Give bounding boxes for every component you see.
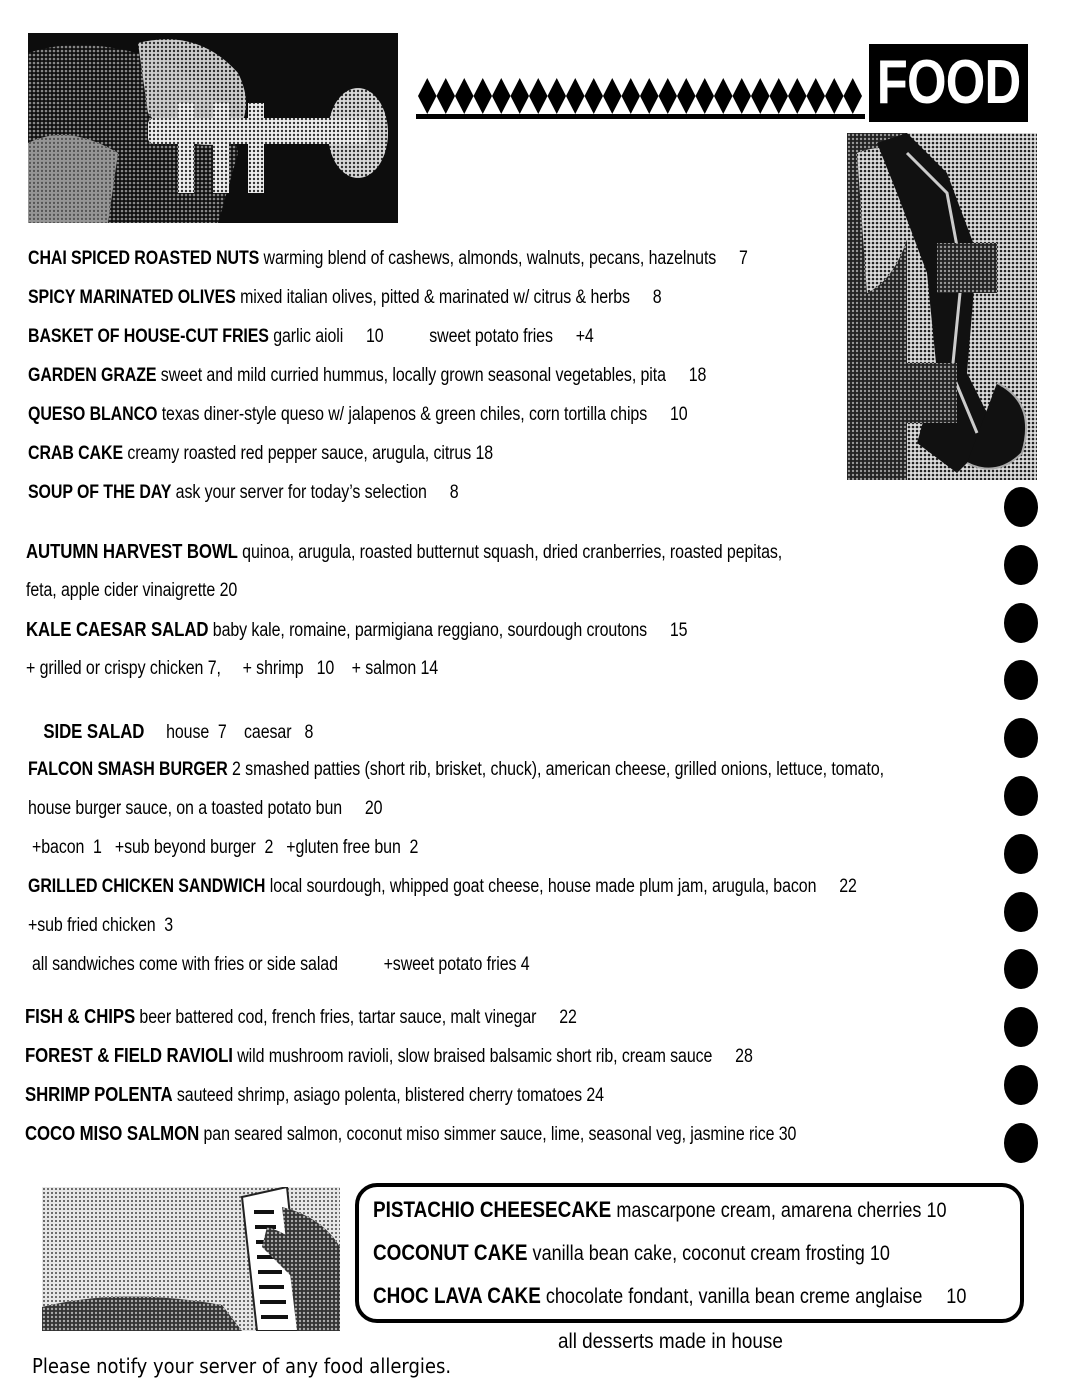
item-name: KALE CAESAR SALAD (26, 619, 209, 641)
item-price: 18 (688, 365, 707, 386)
item-name: CHOC LAVA CAKE (373, 1283, 541, 1308)
item-price: 7 (739, 248, 748, 269)
item-name: GARDEN GRAZE (28, 365, 157, 386)
item-price: 30 (778, 1124, 797, 1145)
item-name: AUTUMN HARVEST BOWL (26, 541, 238, 563)
item-name: CHAI SPICED ROASTED NUTS (28, 248, 260, 269)
dot-shape (1004, 1007, 1038, 1047)
item-extra: sweet potato fries (429, 326, 553, 347)
menu-item (373, 1283, 966, 1310)
item-description: creamy roasted red pepper sauce, arugula, citrus (127, 443, 472, 464)
item-description: texas diner-style queso w/ jalapenos & green chiles, corn tortilla chips (161, 404, 648, 425)
note-extra: +sweet potato fries 4 (383, 954, 530, 975)
item-price: 8 (652, 287, 662, 308)
item-name: SIDE SALAD (43, 721, 145, 743)
item-name: FISH & CHIPS (25, 1006, 136, 1028)
menu-item (28, 403, 688, 427)
item-price: 15 (669, 620, 688, 641)
item-price: 10 (869, 1242, 890, 1265)
item-description: 2 smashed patties (short rib, brisket, chuck), american cheese, grilled onions, lettuce, tomato, (232, 759, 884, 780)
item-price: 10 (926, 1199, 947, 1222)
sandwich-note (32, 953, 530, 977)
dot-shape (1004, 487, 1038, 527)
item-description: vanilla bean cake, coconut cream frosting (532, 1242, 865, 1265)
dot-shape (1004, 603, 1038, 643)
item-price: 8 (449, 482, 459, 503)
dot-shape (1004, 718, 1038, 758)
item-description: local sourdough, whipped goat cheese, house made plum jam, arugula, bacon (269, 876, 817, 897)
page-title: FOOD (876, 48, 1021, 117)
item-description: ask your server for today’s selection (175, 482, 427, 503)
dot-shape (1004, 834, 1038, 874)
item-addons: + grilled or crispy chicken 7, + shrimp 10 + salmon 14 (26, 658, 439, 679)
item-extra-price: +4 (575, 326, 594, 347)
piano-player-photo (42, 1187, 340, 1331)
item-name: COCO MISO SALMON (25, 1123, 200, 1145)
menu-item (373, 1240, 890, 1267)
item-description: beer battered cod, french fries, tartar sauce, malt vinegar (139, 1007, 537, 1028)
note-text: all sandwiches come with fries or side salad (32, 954, 338, 975)
item-name: QUESO BLANCO (28, 404, 158, 425)
item-name: FALCON SMASH BURGER (28, 759, 228, 780)
menu-item (28, 481, 458, 505)
menu-item (28, 364, 706, 388)
menu-item (26, 618, 687, 643)
item-price: 10 (669, 404, 688, 425)
item-name: BASKET OF HOUSE-CUT FRIES (28, 326, 269, 347)
dot-shape (1004, 660, 1038, 700)
desserts-note: all desserts made in house (558, 1330, 783, 1353)
item-price: 22 (559, 1007, 577, 1028)
menu-item (28, 758, 884, 782)
menu-item (28, 325, 594, 349)
menu-item (28, 875, 857, 899)
item-name: GRILLED CHICKEN SANDWICH (28, 876, 266, 897)
item-name: SOUP OF THE DAY (28, 482, 172, 503)
item-name: PISTACHIO CHEESECAKE (373, 1197, 612, 1222)
saxophone-player-photo (847, 133, 1037, 480)
dot-shape (1004, 545, 1038, 585)
item-price: 18 (475, 443, 494, 464)
menu-item (28, 286, 662, 310)
item-description: pan seared salmon, coconut miso simmer sauce, lime, seasonal veg, jasmine rice (203, 1124, 775, 1145)
item-description: wild mushroom ravioli, slow braised balsamic short rib, cream sauce (237, 1046, 713, 1067)
decorative-dots (1004, 487, 1040, 1162)
item-name: COCONUT CAKE (373, 1240, 528, 1265)
dot-shape (1004, 892, 1038, 932)
item-price: 10 (366, 326, 384, 347)
item-price: 22 (839, 876, 857, 897)
item-name: SPICY MARINATED OLIVES (28, 287, 236, 308)
menu-item (25, 1044, 753, 1069)
menu-item (25, 1122, 796, 1147)
menu-item (26, 540, 782, 565)
item-name: CRAB CAKE (28, 443, 124, 464)
desserts-section (355, 1183, 1024, 1323)
item-description: warming blend of cashews, almonds, walnuts, pecans, hazelnuts (263, 248, 717, 269)
diamond-border (408, 72, 865, 120)
menu-item (28, 442, 493, 466)
item-price: 24 (586, 1085, 604, 1106)
item-description: mascarpone cream, amarena cherries (616, 1199, 922, 1222)
item-name: SHRIMP POLENTA (25, 1084, 173, 1106)
trumpet-player-photo (28, 33, 398, 223)
item-addons: +bacon 1 +sub beyond burger 2 +gluten free bun 2 (32, 837, 419, 858)
item-description: baby kale, romaine, parmigiana reggiano, sourdough croutons (212, 620, 648, 641)
item-description: sauteed shrimp, asiago polenta, blistered cherry tomatoes (176, 1085, 582, 1106)
menu-item (28, 247, 748, 271)
item-description: house burger sauce, on a toasted potato bun (28, 798, 343, 819)
item-name: FOREST & FIELD RAVIOLI (25, 1045, 233, 1067)
item-addons: +sub fried chicken 3 (28, 915, 174, 936)
dot-shape (1004, 776, 1038, 816)
item-description: sweet and mild curried hummus, locally grown seasonal vegetables, pita (160, 365, 666, 386)
item-price: 10 (946, 1285, 967, 1308)
item-description: garlic aioli (273, 326, 344, 347)
allergy-note: Please notify your server of any food allergies. (32, 1354, 452, 1378)
item-price: 20 (219, 580, 238, 601)
dot-shape (1004, 1065, 1038, 1105)
menu-item (25, 1083, 604, 1108)
menu-item (25, 1005, 577, 1030)
dot-shape (1004, 949, 1038, 989)
item-description: quinoa, arugula, roasted butternut squash, dried cranberries, roasted pepitas, (242, 542, 783, 563)
menu-title-box (869, 44, 1028, 122)
item-price: 20 (364, 798, 383, 819)
menu-item-continued (28, 797, 382, 821)
item-price: 28 (735, 1046, 753, 1067)
menu-item (373, 1197, 947, 1224)
dot-shape (1004, 1123, 1038, 1163)
menu-item-continued (26, 579, 237, 603)
item-description: house 7 caesar 8 (166, 722, 314, 743)
item-description: feta, apple cider vinaigrette (26, 580, 216, 601)
item-description: mixed italian olives, pitted & marinated w/ citrus & herbs (240, 287, 630, 308)
item-description: chocolate fondant, vanilla bean creme anglaise (545, 1285, 923, 1308)
